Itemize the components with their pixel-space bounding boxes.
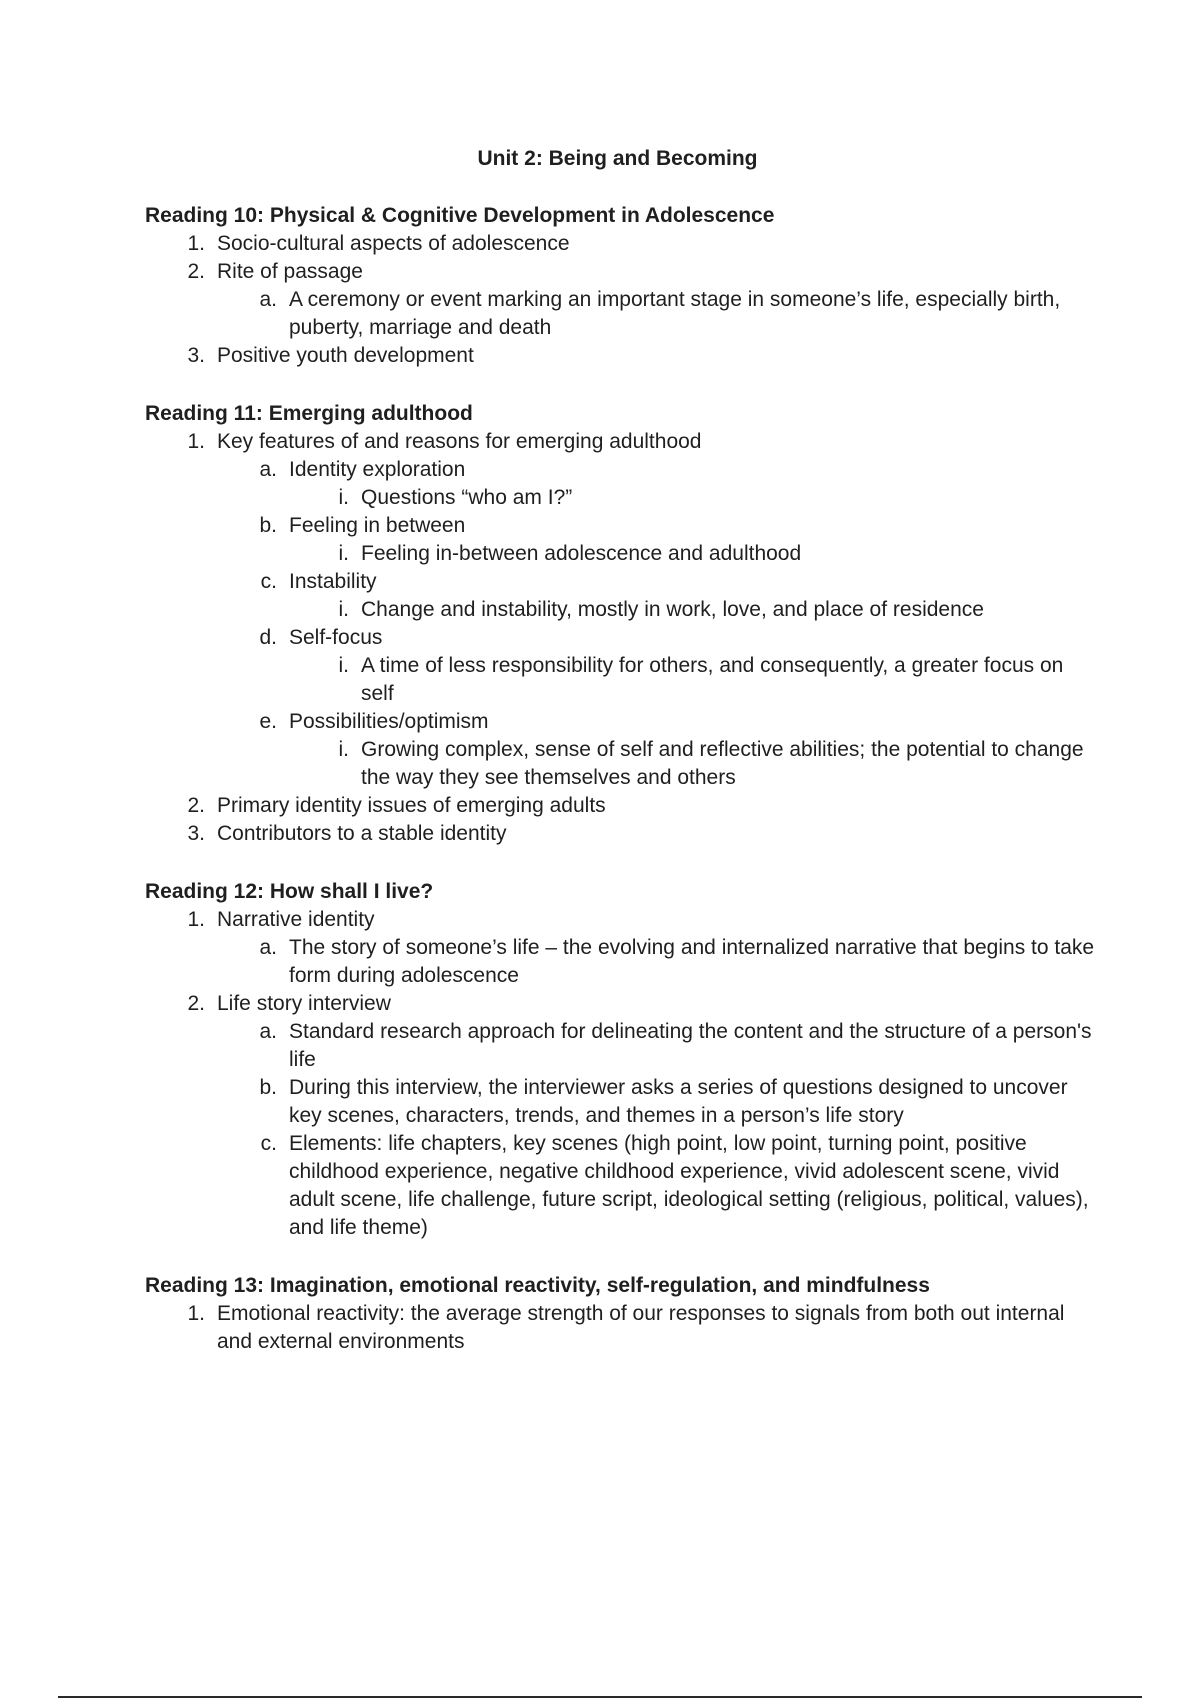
list-item — [145, 1074, 1095, 1130]
outline-list-level-1 — [145, 230, 1095, 370]
list-item — [145, 596, 1095, 624]
list-item — [145, 792, 1095, 820]
list-item-text: Change and instability, mostly in work, love, and place of residence — [361, 598, 984, 621]
section-heading: Reading 12: How shall I live? — [145, 880, 434, 903]
outline-list-level-3 — [145, 484, 1095, 512]
reading-section — [145, 202, 1095, 370]
list-item — [145, 456, 1095, 512]
outline-list-level-2 — [145, 286, 1095, 342]
list-item — [145, 652, 1095, 708]
list-marker: i. — [338, 738, 349, 761]
list-item — [145, 708, 1095, 792]
list-item-text: Possibilities/optimism — [289, 710, 489, 733]
list-item — [145, 820, 1095, 848]
list-marker: a. — [259, 458, 277, 481]
page-title: Unit 2: Being and Becoming — [477, 147, 758, 170]
list-item-text: Rite of passage — [217, 260, 363, 283]
list-item-text: Emotional reactivity: the average strength of our responses to signals from both out internal and external environments — [217, 1302, 1065, 1353]
list-marker: c. — [260, 570, 277, 593]
list-item — [145, 428, 1095, 792]
section-heading: Reading 11: Emerging adulthood — [145, 402, 473, 425]
list-item-text: Narrative identity — [217, 908, 375, 931]
outline-list-level-3 — [145, 540, 1095, 568]
list-marker: 2. — [187, 260, 205, 283]
list-marker: 1. — [187, 1302, 205, 1325]
list-item-text: Standard research approach for delineating the content and the structure of a person's life — [289, 1020, 1092, 1071]
reading-section — [145, 1272, 1095, 1356]
list-item-text: Primary identity issues of emerging adults — [217, 794, 606, 817]
list-item — [145, 512, 1095, 568]
list-marker: i. — [338, 654, 349, 677]
list-marker: 3. — [187, 344, 205, 367]
list-marker: b. — [259, 1076, 277, 1099]
list-marker: c. — [260, 1132, 277, 1155]
list-item — [145, 568, 1095, 624]
reading-section — [145, 400, 1095, 848]
list-item — [145, 258, 1095, 342]
list-marker: a. — [259, 288, 277, 311]
list-item — [145, 484, 1095, 512]
list-marker: a. — [259, 936, 277, 959]
list-marker: i. — [338, 598, 349, 621]
list-item-text: Key features of and reasons for emerging adulthood — [217, 430, 702, 453]
list-item-text: A time of less responsibility for others, and consequently, a greater focus on self — [361, 654, 1064, 705]
list-item — [145, 736, 1095, 792]
list-item — [145, 934, 1095, 990]
section-heading: Reading 13: Imagination, emotional reactivity, self-regulation, and mindfulness — [145, 1274, 930, 1297]
outline-list-level-2 — [145, 934, 1095, 990]
list-item — [145, 990, 1095, 1242]
list-item-text: Questions “who am I?” — [361, 486, 573, 509]
list-marker: 1. — [187, 430, 205, 453]
list-marker: b. — [259, 514, 277, 537]
list-item-text: Growing complex, sense of self and reflective abilities; the potential to change the way they see themselves and others — [361, 738, 1084, 789]
list-item-text: Life story interview — [217, 992, 391, 1015]
list-item-text: The story of someone’s life – the evolving and internalized narrative that begins to take form during adolescence — [289, 936, 1095, 987]
section-heading: Reading 10: Physical & Cognitive Development in Adolescence — [145, 204, 775, 227]
reading-section — [145, 878, 1095, 1242]
outline-list-level-1 — [145, 1300, 1095, 1356]
list-item — [145, 1130, 1095, 1242]
list-marker: i. — [338, 486, 349, 509]
document-body — [145, 202, 1095, 1386]
list-item — [145, 1018, 1095, 1074]
list-marker: 2. — [187, 794, 205, 817]
list-item — [145, 1300, 1095, 1356]
list-marker: d. — [259, 626, 277, 649]
list-item — [145, 230, 1095, 258]
outline-list-level-1 — [145, 906, 1095, 1242]
list-marker: 3. — [187, 822, 205, 845]
page-divider — [58, 1696, 1142, 1698]
list-item — [145, 286, 1095, 342]
list-item-text: Self-focus — [289, 626, 383, 649]
list-item-text: Elements: life chapters, key scenes (high point, low point, turning point, positive childhood experience, negative childhood experience, vivid adolescent scene, vivid adult scene, life challenge, future script, ideological setting (religious, political, values), and life theme) — [289, 1132, 1089, 1239]
list-marker: 1. — [187, 232, 205, 255]
list-item-text: Instability — [289, 570, 377, 593]
list-marker: e. — [259, 710, 277, 733]
list-marker: i. — [338, 542, 349, 565]
list-marker: 2. — [187, 992, 205, 1015]
list-item-text: Positive youth development — [217, 344, 474, 367]
outline-list-level-1 — [145, 428, 1095, 848]
list-item-text: A ceremony or event marking an important stage in someone’s life, especially birth, puberty, marriage and death — [289, 288, 1061, 339]
list-marker: a. — [259, 1020, 277, 1043]
outline-list-level-2 — [145, 456, 1095, 792]
outline-list-level-3 — [145, 736, 1095, 792]
list-item-text: Socio-cultural aspects of adolescence — [217, 232, 570, 255]
outline-list-level-3 — [145, 652, 1095, 708]
list-item — [145, 342, 1095, 370]
list-item — [145, 906, 1095, 990]
list-item-text: Feeling in between — [289, 514, 466, 537]
list-item-text: Contributors to a stable identity — [217, 822, 507, 845]
list-marker: 1. — [187, 908, 205, 931]
list-item-text: During this interview, the interviewer asks a series of questions designed to uncover key scenes, characters, trends, and themes in a person’s life story — [289, 1076, 1068, 1127]
list-item — [145, 624, 1095, 708]
list-item — [145, 540, 1095, 568]
outline-list-level-3 — [145, 596, 1095, 624]
list-item-text: Identity exploration — [289, 458, 466, 481]
list-item-text: Feeling in-between adolescence and adulthood — [361, 542, 802, 565]
outline-list-level-2 — [145, 1018, 1095, 1242]
